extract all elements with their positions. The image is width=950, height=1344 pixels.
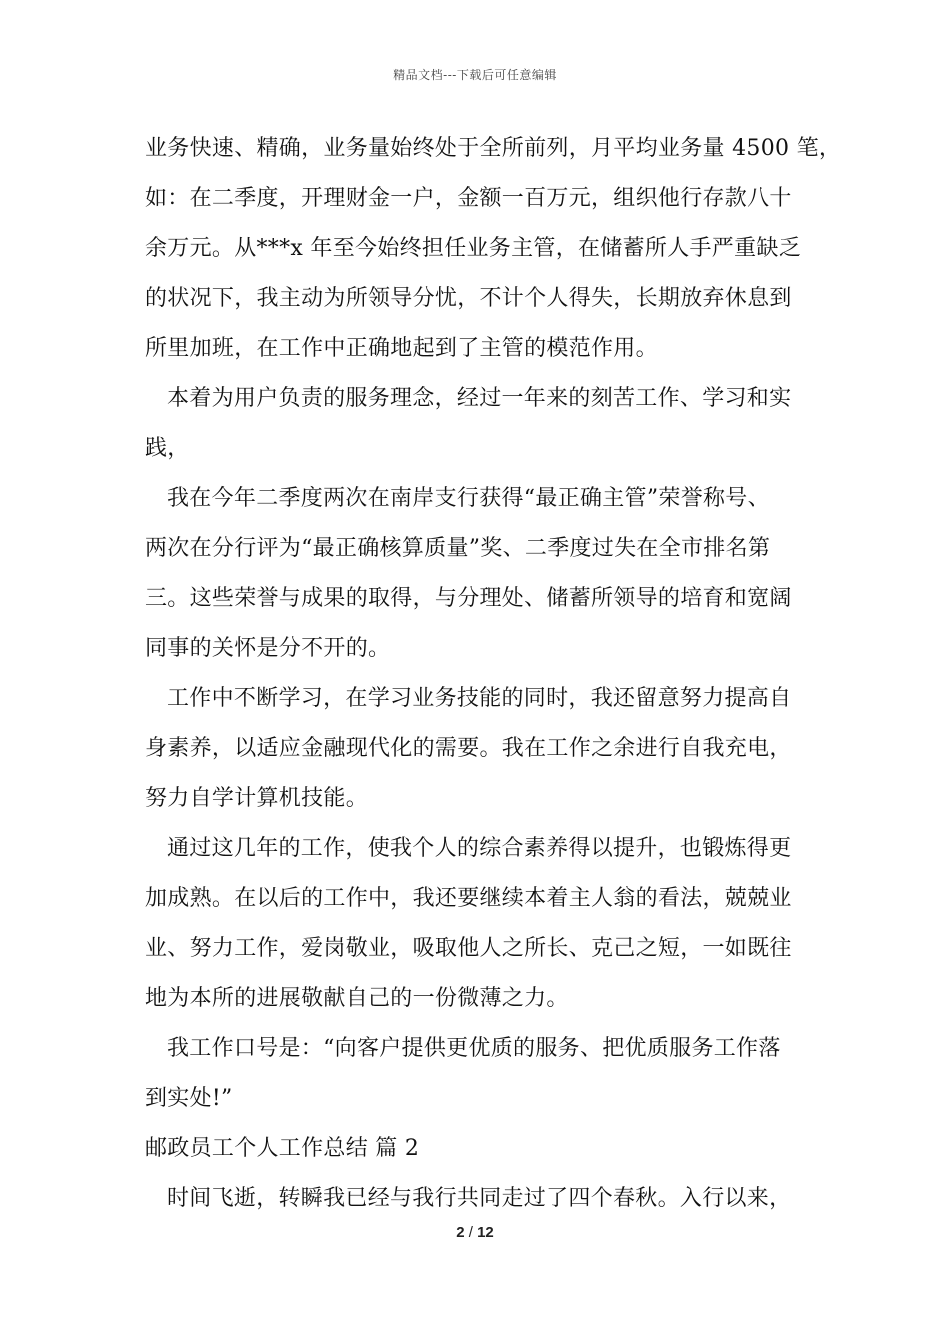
text-line: 所里加班，在工作中正确地起到了主管的模范作用。 (145, 336, 658, 361)
page-separator: / (468, 1224, 473, 1241)
text-line: 我在今年二季度两次在南岸支行获得“最正确主管”荣誉称号、 (167, 486, 770, 511)
text-line: 业、努力工作，爱岗敬业，吸取他人之所长、克己之短，一如既往 (145, 936, 792, 961)
page-header: 精品文档---下载后可任意编辑 (393, 68, 557, 82)
text-line: 三。这些荣誉与成果的取得，与分理处、储蓄所领导的培育和宽阔 (145, 586, 792, 611)
text-line: 努力自学计算机技能。 (145, 786, 369, 811)
text-line: 如：在二季度，开理财金一户，金额一百万元，组织他行存款八十 (145, 186, 792, 211)
text-line: 地为本所的进展敬献自己的一份微薄之力。 (145, 986, 569, 1011)
text-line: 加成熟。在以后的工作中，我还要继续本着主人翁的看法，兢兢业 (145, 886, 792, 911)
text-line: 邮政员工个人工作总结 篇 2 (145, 1136, 420, 1161)
text-line: 身素养，以适应金融现代化的需要。我在工作之余进行自我充电， (145, 736, 792, 761)
text-line: 本着为用户负责的服务理念，经过一年来的刻苦工作、学习和实 (167, 386, 792, 411)
page-current: 2 (456, 1224, 465, 1241)
text-line: 时间飞逝，转瞬我已经与我行共同走过了四个春秋。入行以来， (167, 1186, 792, 1211)
text-line: 业务快速、精确，业务量始终处于全所前列，月平均业务量 4500 笔， (145, 136, 842, 161)
text-line: 两次在分行评为“最正确核算质量”奖、二季度过失在全市排名第 (145, 536, 771, 561)
text-line: 我工作口号是：“向客户提供更优质的服务、把优质服务工作落 (167, 1036, 781, 1061)
text-line: 通过这几年的工作，使我个人的综合素养得以提升，也锻炼得更 (167, 836, 792, 861)
text-line: 余万元。从***x 年至今始终担任业务主管，在储蓄所人手严重缺乏 (145, 236, 802, 261)
text-line: 到实处!” (145, 1086, 233, 1111)
text-line: 工作中不断学习，在学习业务技能的同时，我还留意努力提高自 (167, 686, 792, 711)
document-body (145, 124, 842, 1224)
page-number (0, 1224, 950, 1241)
text-line: 践， (145, 436, 190, 461)
text-line: 同事的关怀是分不开的。 (145, 636, 391, 661)
page-total: 12 (477, 1224, 494, 1241)
text-line: 的状况下，我主动为所领导分忧，不计个人得失，长期放弃休息到 (145, 286, 792, 311)
